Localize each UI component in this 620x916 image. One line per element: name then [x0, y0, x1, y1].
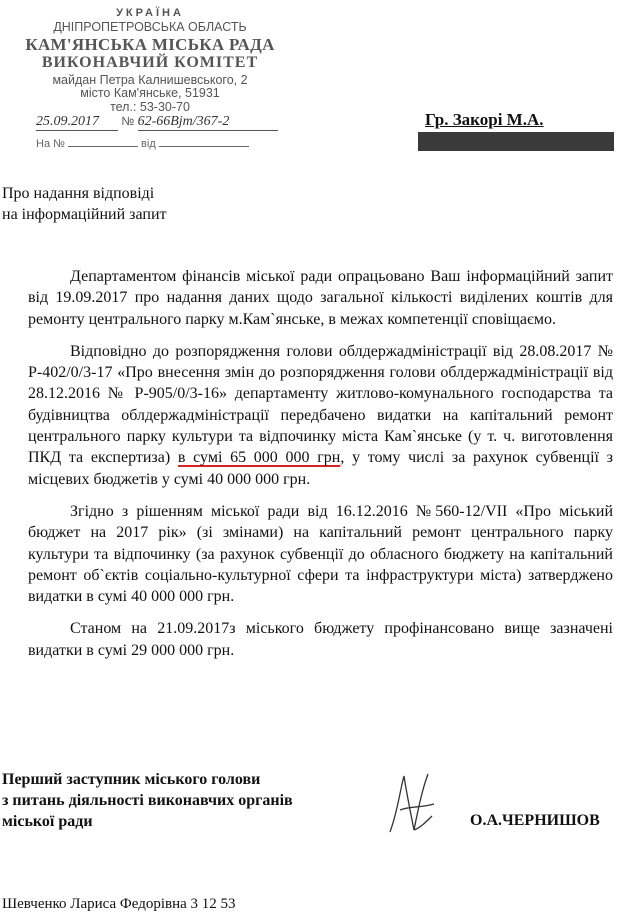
signer-title: [2, 769, 293, 832]
reference-line: [36, 136, 249, 150]
council: КАМ'ЯНСЬКА МІСЬКА РАДА: [25, 34, 275, 54]
paragraph: Департаментом фінансів міської ради опрацьовано Ваш інформаційний запит від 19.09.2017 про надання даних щодо загальної кількості виділених коштів для ремонту центрального парку м.Кам`янське, в межах компетенції сповіщаємо.: [28, 268, 613, 328]
signer-title-line: з питань діяльності виконавчих органів: [2, 792, 293, 809]
registration-number: 62-66Вјт/367-2: [138, 114, 278, 131]
redacted-address: [418, 132, 614, 151]
highlighted-amount: в сумі 65 000 000 грн: [177, 449, 341, 467]
ref-label: На №: [36, 138, 65, 150]
letter-body: [28, 266, 613, 672]
handwritten-signature: [370, 770, 450, 840]
registration-date: 25.09.2017: [36, 114, 118, 131]
ref-date-blank: [159, 136, 249, 147]
address-line-2: місто Кам'янське, 51931: [80, 86, 220, 100]
paragraph: Згідно з рішенням міської ради від 16.12.2016 №560-12/VII «Про міський бюджет на 2017 рік» (зі змінами) на капітальний ремонт центрального парку культури та відпочинку (за рахунок субвенції до обласного бюджету на капітальний ремонт об`єктів соціально-культурної сфери та інфраструктури міста) затверджено видатки в сумі 40 000 000 грн.: [28, 502, 613, 606]
text: Відповідно до розпорядження голови облдержадміністрації від 28.08.2017 № Р-402/0/3-17 «Про внесення змін до розпорядження голови облдержадміністрації від 28.12.2016 № Р-905/0/3-16» департаменту житлово-комунального господарства та будівництва облдержадміністрації передбачено видатки на капітальний ремонт центрального парку культури та відпочинку міста Кам`янське (у т. ч. виготовлення ПКД та експертиза): [28, 342, 613, 467]
executor-footer: Шевченко Лариса Федорівна 3 12 53: [2, 896, 236, 912]
text: , у тому числі за рахунок субвенції з місцевих бюджетів у сумі 40 000 000 грн.: [28, 449, 614, 488]
region: ДНІПРОПЕТРОВСЬКА ОБЛАСТЬ: [53, 20, 247, 34]
number-label: №: [121, 114, 135, 128]
recipient: Гр. Закорі М.А.: [425, 110, 544, 129]
registration-line: [36, 114, 278, 131]
signer-title-line: Перший заступник міського голови: [2, 771, 261, 788]
subject-line: Про надання відповіді: [2, 185, 155, 202]
subject: [2, 183, 167, 225]
letterhead-stamp: [20, 8, 280, 113]
paragraph: [28, 341, 613, 490]
phone: тел.: 53-30-70: [110, 99, 190, 114]
country: УКРАЇНА: [116, 7, 184, 19]
paragraph: Станом на 21.09.2017з міського бюджету профінансовано вище зазначені видатки в сумі 29 000 000 грн.: [28, 620, 613, 659]
signer-name: О.А.ЧЕРНИШОВ: [470, 812, 600, 829]
ref-blank: [68, 136, 138, 147]
signer-title-line: міської ради: [2, 813, 93, 830]
ref-from-label: від: [141, 138, 156, 150]
subject-line: на інформаційний запит: [2, 206, 167, 223]
address-line-1: майдан Петра Калнишевського, 2: [52, 72, 248, 87]
committee: ВИКОНАВЧИЙ КОМІТЕТ: [41, 53, 259, 71]
